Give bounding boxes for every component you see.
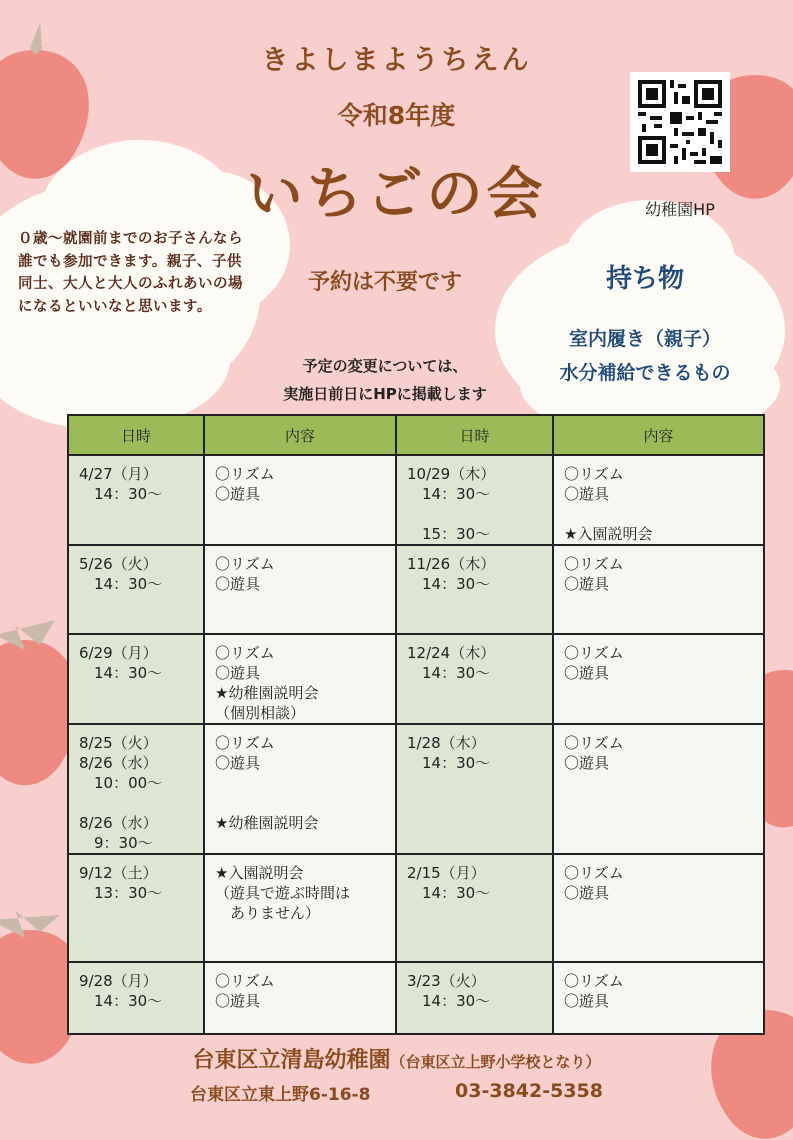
- date-cell: 9/12（土） 13：30～: [68, 854, 204, 962]
- table-row: [68, 634, 764, 724]
- content-cell: 〇リズム 〇遊具: [204, 545, 396, 634]
- notice-line: 予定の変更については、: [302, 357, 468, 375]
- date-cell: 5/26（火） 14：30～: [68, 545, 204, 634]
- column-header-content: 内容: [204, 415, 396, 455]
- column-header-datetime: 日時: [396, 415, 553, 455]
- event-title: いちごの会: [246, 162, 547, 227]
- school-address: 台東区立東上野6-16-8: [190, 1085, 371, 1105]
- school-phone[interactable]: 03-3842-5358: [455, 1080, 603, 1102]
- content-cell: 〇リズム 〇遊具 ★幼稚園説明会: [204, 724, 396, 854]
- date-cell: 6/29（月） 14：30～: [68, 634, 204, 724]
- school-name: 台東区立清島幼稚園: [192, 1048, 391, 1073]
- content-cell: 〇リズム 〇遊具: [553, 854, 764, 962]
- content-cell: 〇リズム 〇遊具: [204, 455, 396, 545]
- belongings-list: [525, 322, 765, 390]
- footer-school: [0, 1043, 793, 1074]
- school-location-note: （台東区立上野小学校となり）: [390, 1053, 601, 1071]
- belongings-title: 持ち物: [605, 264, 684, 294]
- table-row: [68, 455, 764, 545]
- date-cell: 4/27（月） 14：30～: [68, 455, 204, 545]
- date-cell: 1/28（木） 14：30～: [396, 724, 553, 854]
- belongings-item: 水分補給できるもの: [559, 362, 731, 384]
- qr-code-icon: [630, 72, 730, 172]
- qr-label: 幼稚園HP: [645, 200, 715, 219]
- content-cell: 〇リズム 〇遊具: [204, 962, 396, 1034]
- schedule-change-notice: [240, 352, 530, 408]
- content-cell: 〇リズム 〇遊具 ★入園説明会: [553, 455, 764, 545]
- column-header-content: 内容: [553, 415, 764, 455]
- content-cell: 〇リズム 〇遊具: [553, 545, 764, 634]
- table-header-row: [68, 415, 764, 455]
- fiscal-year: 令和8年度: [337, 101, 456, 130]
- school-name-kana: きよしまようちえん: [261, 45, 532, 76]
- content-cell: 〇リズム 〇遊具: [553, 724, 764, 854]
- notice-line: 実施日前日にHPに掲載します: [283, 385, 487, 403]
- table-row: [68, 962, 764, 1034]
- table-row: [68, 545, 764, 634]
- date-cell: 10/29（木） 14：30～ 15：30～: [396, 455, 553, 545]
- intro-text: ０歳～就園前までのお子さんなら誰でも参加できます。親子、子供同士、大人と大人のふれあいの場になるといいなと思います。: [18, 231, 243, 315]
- content-cell: 〇リズム 〇遊具: [553, 634, 764, 724]
- content-cell: 〇リズム 〇遊具 ★幼稚園説明会 （個別相談）: [204, 634, 396, 724]
- date-cell: 9/28（月） 14：30～: [68, 962, 204, 1034]
- content-cell: 〇リズム 〇遊具: [553, 962, 764, 1034]
- qr-code[interactable]: [630, 72, 730, 172]
- table-row: [68, 724, 764, 854]
- date-cell: 12/24（木） 14：30～: [396, 634, 553, 724]
- table-row: [68, 854, 764, 962]
- date-cell: 3/23（火） 14：30～: [396, 962, 553, 1034]
- date-cell: 11/26（木） 14：30～: [396, 545, 553, 634]
- belongings-item: 室内履き（親子）: [568, 328, 721, 350]
- date-cell: 2/15（月） 14：30～: [396, 854, 553, 962]
- reservation-note: 予約は不要です: [307, 270, 462, 295]
- schedule-table: [67, 414, 765, 1035]
- column-header-datetime: 日時: [68, 415, 204, 455]
- date-cell: 8/25（火） 8/26（水） 10：00～ 8/26（水） 9：30～: [68, 724, 204, 854]
- content-cell: ★入園説明会 （遊具で遊ぶ時間は ありません）: [204, 854, 396, 962]
